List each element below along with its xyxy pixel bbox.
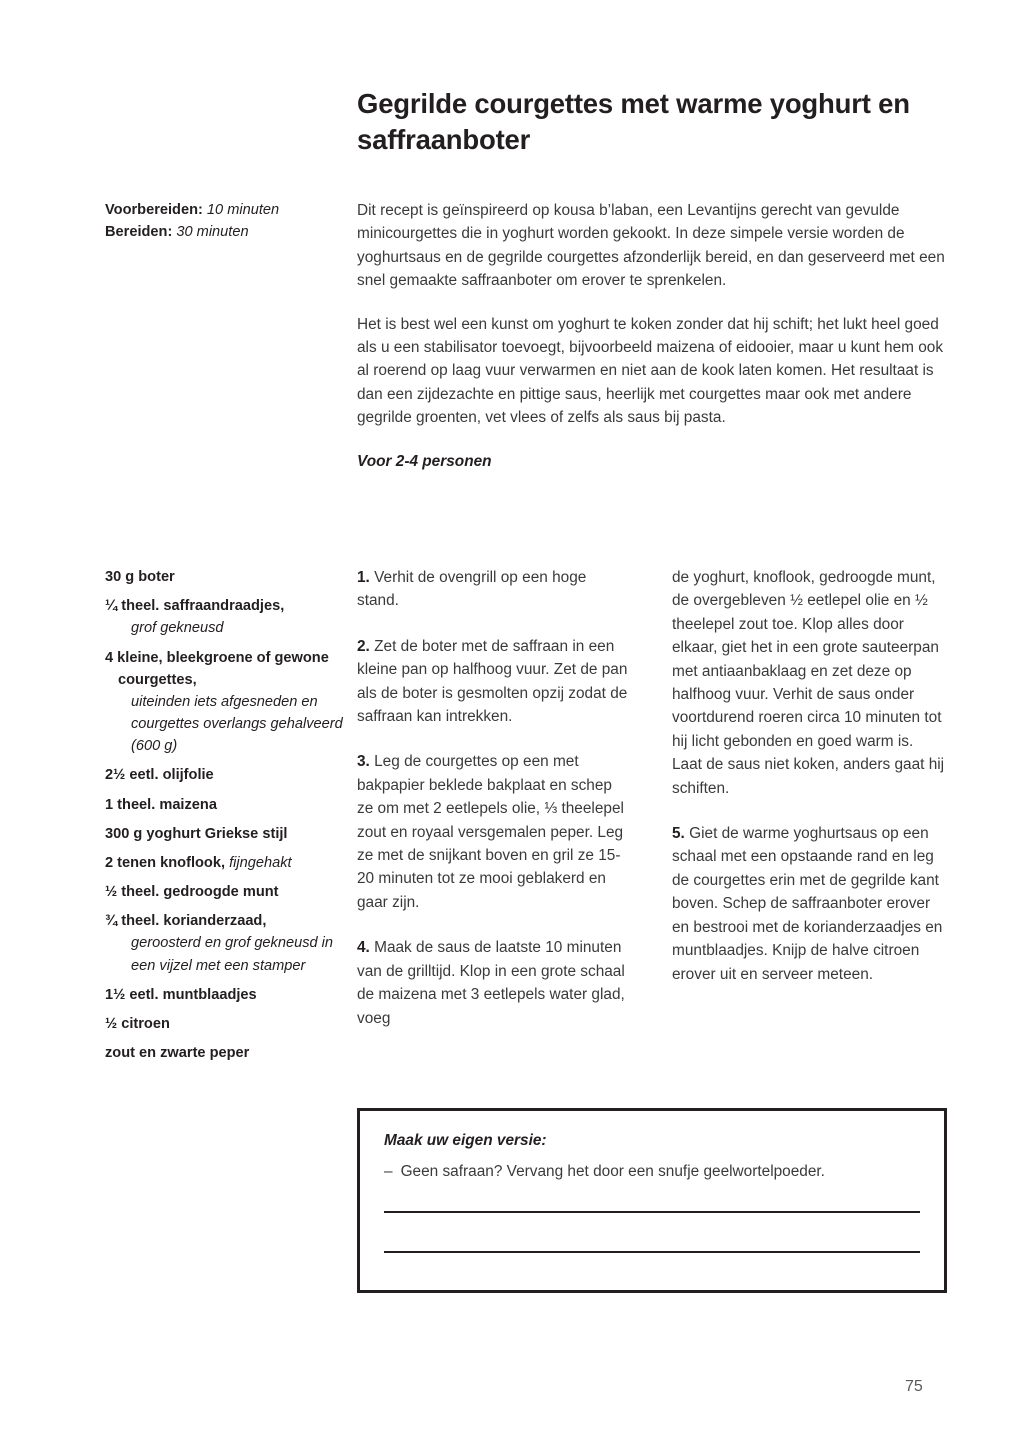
method-column-right bbox=[672, 566, 947, 986]
intro-text bbox=[357, 199, 947, 473]
ingredient-preparation-note: uiteinden iets afgesneden en courgettes overlangs gehalveerd (600 g) bbox=[131, 693, 343, 755]
ingredient-name: 4 kleine, bleekgroene of gewone courgettes, bbox=[105, 649, 329, 688]
ingredient-name: 30 g boter bbox=[105, 569, 175, 585]
variation-item bbox=[384, 1160, 920, 1183]
step-number: 2. bbox=[357, 637, 370, 655]
ingredient-name: ½ theel. gedroogde munt bbox=[105, 884, 279, 901]
ingredient-preparation-inline: fijngehakt bbox=[225, 854, 292, 871]
ingredient-name: zout en zwarte peper bbox=[105, 1045, 250, 1062]
step-number: 4. bbox=[357, 939, 370, 957]
step-text: Zet de boter met de saffraan in een kleine pan op halfhoog vuur. Zet de pan als de boter is gesmolten opzij zodat de saffraan kan intrekken. bbox=[357, 637, 628, 726]
write-line bbox=[384, 1251, 920, 1253]
step-text: Verhit de ovengrill op een hoge stand. bbox=[357, 569, 587, 610]
prep-time-row bbox=[105, 200, 340, 222]
ingredient-item bbox=[105, 566, 345, 588]
ingredient-name: ¾ theel. korianderzaad, bbox=[105, 913, 267, 930]
ingredient-item bbox=[105, 984, 345, 1006]
ingredient-item bbox=[105, 910, 345, 977]
ingredient-item bbox=[105, 1042, 345, 1064]
variation-title: Maak uw eigen versie: bbox=[384, 1132, 547, 1149]
step-text: de yoghurt, knoflook, gedroogde munt, de overgebleven ½ eetlepel olie en ½ theelepel zout toe. Klop alles door elkaar, giet het in een grote sauteerpan met antiaanbaklaag en zet deze op halfhoog vuur. Verhit de saus onder voortdurend roeren circa 10 minuten tot hij licht gebonden en goed warm is. Laat de saus niet koken, anders gaat hij schiften. bbox=[672, 569, 945, 797]
prep-time-label: Voorbereiden: bbox=[105, 202, 203, 218]
servings-note: Voor 2-4 personen bbox=[357, 452, 492, 470]
method-step bbox=[357, 936, 629, 1030]
variation-item-text: Geen safraan? Vervang het door een snufje geelwortelpoeder. bbox=[400, 1163, 825, 1180]
write-line bbox=[384, 1211, 920, 1213]
step-number: 1. bbox=[357, 569, 370, 586]
blank-write-lines bbox=[384, 1211, 920, 1253]
step-text: Giet de warme yoghurtsaus op een schaal met een opstaande rand en leg de courgettes erin met de gegrilde kant boven. Schep de saffraanboter erover en bestrooi met de korianderzaadjes en muntblaadjes. Knijp de halve citroen erover uit en serveer meteen. bbox=[672, 825, 943, 983]
ingredient-preparation-note: geroosterd en grof gekneusd in een vijzel met een stamper bbox=[131, 935, 334, 974]
cook-time-row bbox=[105, 222, 340, 244]
ingredient-name: 2½ eetl. olijfolie bbox=[105, 767, 214, 784]
prep-time-value: 10 minuten bbox=[206, 202, 280, 218]
ingredient-name: ½ citroen bbox=[105, 1015, 170, 1032]
ingredient-name: 2 tenen knoflook, bbox=[105, 854, 226, 871]
step-text: Maak de saus de laatste 10 minuten van de grilltijd. Klop in een grote schaal de maizena met 3 eetlepels water glad, voeg bbox=[357, 939, 625, 1027]
step-number: 5. bbox=[672, 825, 685, 843]
method-step bbox=[357, 750, 629, 914]
method-step bbox=[357, 635, 629, 729]
ingredient-item bbox=[105, 595, 345, 639]
intro-paragraph-1: Dit recept is geïnspireerd op kousa b’laban, een Levantijns gerecht van gevulde minicourgettes die in yoghurt worden gekookt. In deze simpele versie worden de yoghurtsaus en de gegrilde courgettes afzonderlijk bereid, en dan geserveerd met een snel gemaakte saffraanboter om erover te sprenkelen. bbox=[357, 202, 945, 290]
ingredient-item bbox=[105, 881, 345, 903]
method-step bbox=[672, 566, 947, 800]
page-title: Gegrilde courgettes met warme yoghurt en saffraanboter bbox=[357, 88, 910, 155]
cook-time-label: Bereiden: bbox=[105, 223, 173, 240]
ingredient-item bbox=[105, 852, 345, 874]
cook-time-value: 30 minuten bbox=[176, 223, 249, 240]
intro-paragraph-2: Het is best wel een kunst om yoghurt te koken zonder dat hij schift; het lukt heel goed als u een stabilisator toevoegt, bijvoorbeeld maizena of eidooier, maar u kunt hem ook al roerend op laag vuur verwarmen en niet aan de kook laten komen. Het resultaat is dan een zijdezachte en pittige saus, heerlijk met courgettes maar ook met andere gegrilde groenten, vet vlees of zelfs als saus bij pasta. bbox=[357, 315, 944, 427]
ingredient-name: 1 theel. maizena bbox=[105, 796, 217, 813]
bullet-dash-icon: – bbox=[384, 1163, 393, 1180]
ingredient-item bbox=[105, 1013, 345, 1035]
ingredient-name: ¼ theel. saffraandraadjes, bbox=[105, 598, 285, 615]
step-text: Leg de courgettes op een met bakpapier beklede bakplaat en schep ze om met 2 eetlepels olie, ⅓ theelepel zout en royaal versgemalen peper. Leg ze met de snijkant boven en gril ze 15-20 minuten tot ze mooi geblakerd en gaar zijn. bbox=[357, 753, 624, 911]
step-number: 3. bbox=[357, 753, 370, 771]
ingredients-list bbox=[105, 566, 345, 1064]
ingredient-item bbox=[105, 823, 345, 845]
method-step bbox=[357, 566, 629, 613]
method-column-left bbox=[357, 566, 629, 1030]
ingredient-name: 300 g yoghurt Griekse stijl bbox=[105, 825, 288, 842]
ingredient-preparation-note: grof gekneusd bbox=[131, 620, 224, 637]
ingredient-item bbox=[105, 794, 345, 816]
ingredient-item bbox=[105, 647, 345, 758]
page-number: 75 bbox=[905, 1378, 923, 1395]
variation-box bbox=[357, 1108, 947, 1293]
ingredient-item bbox=[105, 764, 345, 786]
ingredient-name: 1½ eetl. muntblaadjes bbox=[105, 986, 257, 1003]
timing-block bbox=[105, 200, 340, 244]
method-step bbox=[672, 822, 947, 986]
